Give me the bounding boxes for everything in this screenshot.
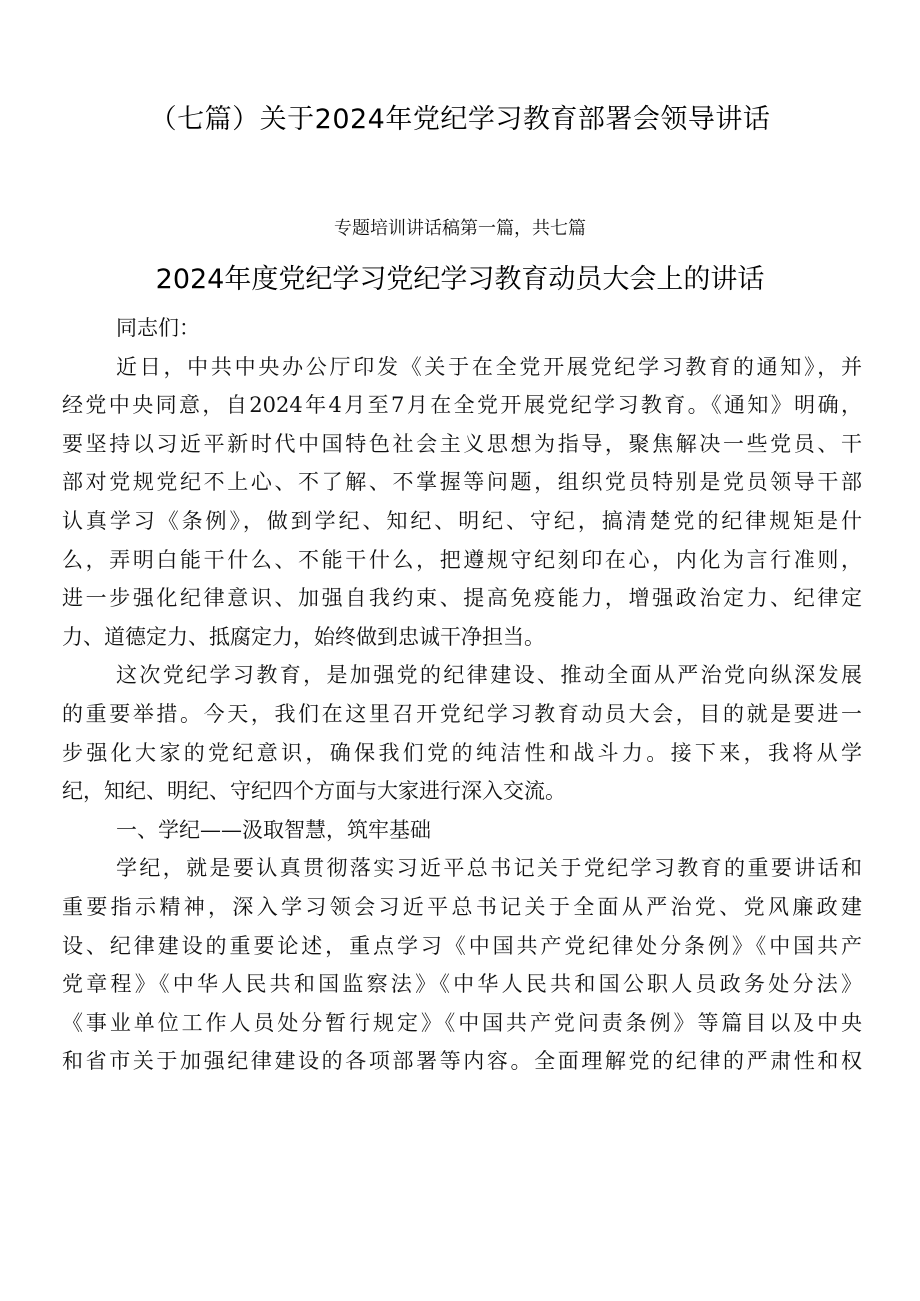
speech-title: 2024年度党纪学习党纪学习教育动员大会上的讲话 xyxy=(155,264,765,295)
text-line: 进一步强化纪律意识、加强自我约束、提高免疫能力，增强政治定力、纪律定 xyxy=(62,586,862,611)
text-line: 设、纪律建设的重要论述，重点学习《中国共产党纪律处分条例》《中国共产 xyxy=(62,933,862,958)
text-line: 部对党规党纪不上心、不了解、不掌握等问题，组织党员特别是党员领导干部 xyxy=(62,470,862,495)
text-line: 的重要举措。今天，我们在这里召开党纪学习教育动员大会，目的就是要进一 xyxy=(62,701,862,726)
text-line: 一、学纪——汲取智慧，筑牢基础 xyxy=(116,817,431,842)
text-line: 力、道德定力、抵腐定力，始终做到忠诚干净担当。 xyxy=(62,624,545,649)
text-line: 步强化大家的党纪意识，确保我们党的纯洁性和战斗力。接下来，我将从学 xyxy=(62,740,862,765)
document-subtitle: 专题培训讲话稿第一篇，共七篇 xyxy=(334,218,586,239)
text-line: 近日，中共中央办公厅印发《关于在全党开展党纪学习教育的通知》，并 xyxy=(116,354,862,379)
text-line: 么，弄明白能干什么、不能干什么，把遵规守纪刻印在心，内化为言行准则， xyxy=(62,547,862,572)
body-text xyxy=(62,309,862,1081)
text-line: 《事业单位工作人员处分暂行规定》《中国共产党问责条例》等篇目以及中央 xyxy=(62,1010,862,1035)
text-line: 学纪，就是要认真贯彻落实习近平总书记关于党纪学习教育的重要讲话和 xyxy=(116,856,862,881)
document-title: （七篇）关于2024年党纪学习教育部署会领导讲话 xyxy=(149,104,771,135)
text-line: 党章程》《中华人民共和国监察法》《中华人民共和国公职人员政务处分法》 xyxy=(62,972,862,997)
text-line: 重要指示精神，深入学习领会习近平总书记关于全面从严治党、党风廉政建 xyxy=(62,894,862,919)
text-line: 认真学习《条例》，做到学纪、知纪、明纪、守纪，搞清楚党的纪律规矩是什 xyxy=(62,508,862,533)
text-line: 同志们： xyxy=(116,316,200,340)
text-line: 纪，知纪、明纪、守纪四个方面与大家进行深入交流。 xyxy=(62,779,566,804)
text-line: 这次党纪学习教育，是加强党的纪律建设、推动全面从严治党向纵深发展 xyxy=(116,663,862,688)
text-line: 要坚持以习近平新时代中国特色社会主义思想为指导，聚焦解决一些党员、干 xyxy=(62,431,862,456)
text-line: 和省市关于加强纪律建设的各项部署等内容。全面理解党的纪律的严肃性和权 xyxy=(62,1049,862,1074)
text-line: 经党中央同意，自2024年4月至7月在全党开展党纪学习教育。《通知》明确， xyxy=(62,393,862,418)
